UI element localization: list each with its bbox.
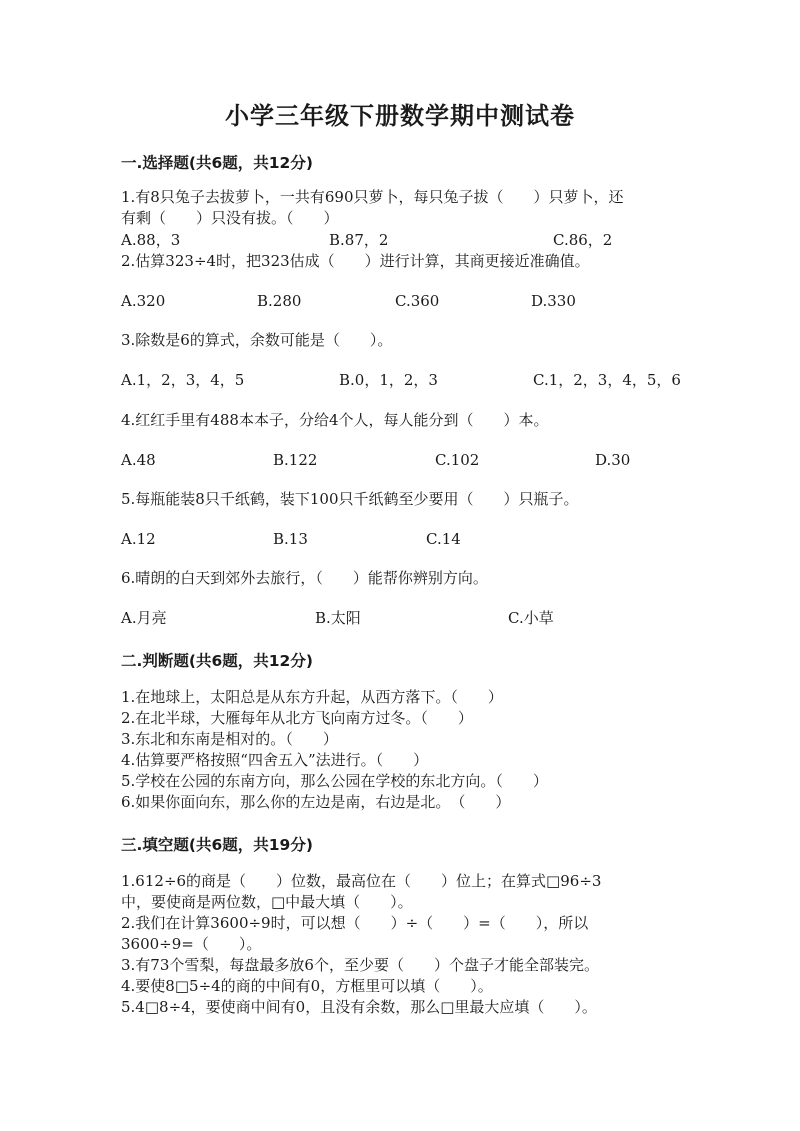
fill-item: 4.要使8□5÷4的商的中间有0，方框里可以填（ ）。 bbox=[121, 977, 493, 995]
option-c: C.1，2，3，4，5，6 bbox=[533, 371, 681, 389]
option-a: A.88，3 bbox=[121, 231, 181, 249]
judge-item: 3.东北和东南是相对的。（ ） bbox=[121, 730, 338, 748]
judge-item: 4.估算要严格按照“四舍五入”法进行。（ ） bbox=[121, 751, 429, 769]
judge-item: 1.在地球上，太阳总是从东方升起，从西方落下。（ ） bbox=[121, 688, 503, 706]
fill-item: 1.612÷6的商是（ ）位数，最高位在（ ）位上；在算式□96÷3 bbox=[121, 872, 602, 890]
question-text: 1.有8只兔子去拔萝卜，一共有690只萝卜，每只兔子拔（ ）只萝卜，还 bbox=[121, 188, 624, 206]
option-d: D.30 bbox=[595, 451, 631, 469]
option-d: D.330 bbox=[531, 292, 576, 310]
page-title: 小学三年级下册数学期中测试卷 bbox=[225, 102, 575, 130]
option-b: B.280 bbox=[257, 292, 302, 310]
question-text: 6.晴朗的白天到郊外去旅行，（ ）能帮你辨别方向。 bbox=[121, 569, 488, 587]
option-b: B.122 bbox=[273, 451, 318, 469]
option-c: C.86，2 bbox=[553, 231, 613, 249]
option-c: C.14 bbox=[426, 530, 461, 548]
fill-item: 5.4□8÷4，要使商中间有0，且没有余数，那么□里最大应填（ ）。 bbox=[121, 998, 597, 1016]
fill-item: 3.有73个雪梨，每盘最多放6个，至少要（ ）个盘子才能全部装完。 bbox=[121, 956, 599, 974]
section-heading-choice: 一.选择题(共6题，共12分) bbox=[121, 154, 313, 172]
fill-item: 3600÷9=（ ）。 bbox=[121, 935, 262, 953]
option-b: B.13 bbox=[273, 530, 308, 548]
question-text: 有剩（ ）只没有拔。（ ） bbox=[121, 209, 339, 227]
option-a: A.月亮 bbox=[121, 609, 167, 627]
option-b: B.0，1，2，3 bbox=[339, 371, 438, 389]
question-text: 2.估算323÷4时，把323估成（ ）进行计算，其商更接近准确值。 bbox=[121, 252, 590, 270]
question-text: 5.每瓶能装8只千纸鹤，装下100只千纸鹤至少要用（ ）只瓶子。 bbox=[121, 490, 579, 508]
judge-item: 5.学校在公园的东南方向，那么公园在学校的东北方向。（ ） bbox=[121, 772, 548, 790]
judge-item: 6.如果你面向东，那么你的左边是南，右边是北。 （ ） bbox=[121, 793, 511, 811]
option-a: A.1，2，3，4，5 bbox=[121, 371, 245, 389]
option-b: B.太阳 bbox=[315, 609, 361, 627]
fill-item: 2.我们在计算3600÷9时，可以想（ ）÷（ ）=（ ），所以 bbox=[121, 914, 589, 932]
question-text: 4.红红手里有488本本子，分给4个人，每人能分到（ ）本。 bbox=[121, 411, 549, 429]
section-heading-fill: 三.填空题(共6题，共19分) bbox=[121, 836, 313, 854]
option-c: C.102 bbox=[435, 451, 480, 469]
option-a: A.320 bbox=[121, 292, 166, 310]
option-a: A.12 bbox=[121, 530, 156, 548]
option-a: A.48 bbox=[121, 451, 156, 469]
option-c: C.小草 bbox=[508, 609, 554, 627]
question-text: 3.除数是6的算式，余数可能是（ ）。 bbox=[121, 331, 393, 349]
option-b: B.87，2 bbox=[329, 231, 389, 249]
fill-item: 中，要使商是两位数，□中最大填（ ）。 bbox=[121, 893, 413, 911]
section-heading-judge: 二.判断题(共6题，共12分) bbox=[121, 652, 313, 670]
option-c: C.360 bbox=[395, 292, 440, 310]
judge-item: 2.在北半球，大雁每年从北方飞向南方过冬。（ ） bbox=[121, 709, 473, 727]
